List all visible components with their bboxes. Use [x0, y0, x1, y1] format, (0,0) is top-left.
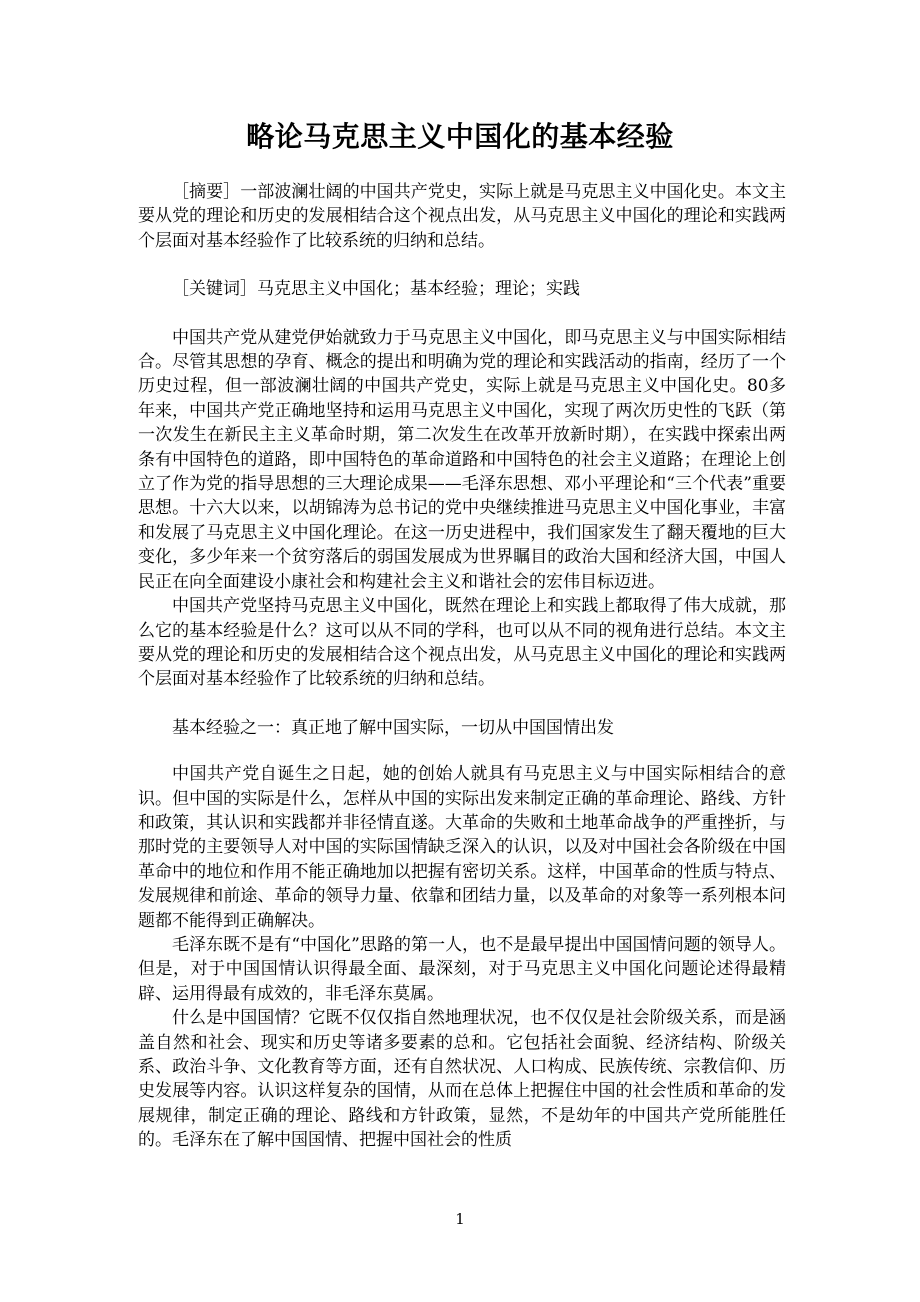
abstract-paragraph: ［摘要］一部波澜壮阔的中国共产党史，实际上就是马克思主义中国化史。本文主要从党的理论和历史的发展相结合这个视点出发，从马克思主义中国化的理论和实践两个层面对基本经验作了比较系统的归纳和总结。 [138, 182, 786, 251]
document-title: 略论马克思主义中国化的基本经验 [246, 120, 674, 153]
document-body [138, 180, 786, 1153]
body-paragraph: 毛泽东既不是有“中国化”思路的第一人，也不是最早提出中国国情问题的领导人。但是，对于中国国情认识得最全面、最深刻，对于马克思主义中国化问题论述得最精辟、运用得最有成效的，非毛泽东莫属。 [138, 934, 786, 1004]
section-heading: 基本经验之一：真正地了解中国实际，一切从中国国情出发 [172, 717, 614, 738]
keywords-paragraph: ［关键词］马克思主义中国化；基本经验；理论；实践 [172, 279, 580, 300]
body-paragraph: 中国共产党从建党伊始就致力于马克思主义中国化，即马克思主义与中国实际相结合。尽管其思想的孕育、概念的提出和明确为党的理论和实践活动的指南，经历了一个历史过程，但一部波澜壮阔的中国共产党史，实际上就是马克思主义中国化史。80多年来，中国共产党正确地坚持和运用马克思主义中国化，实现了两次历史性的飞跃（第一次发生在新民主主义革命时期，第二次发生在改革开放新时期），在实践中探索出两条有中国特色的道路，即中国特色的革命道路和中国特色的社会主义道路；在理论上创立了作为党的指导思想的三大理论成果——毛泽东思想、邓小平理论和“三个代表”重要思想。十六大以来，以胡锦涛为总书记的党中央继续推进马克思主义中国化事业，丰富和发展了马克思主义中国化理论。在这一历史进程中，我们国家发生了翻天覆地的巨大变化，多少年来一个贫穷落后的弱国发展成为世界瞩目的政治大国和经济大国，中国人民正在向全面建设小康社会和构建社会主义和谐社会的宏伟目标迈进。 [138, 327, 786, 592]
body-paragraph: 中国共产党自诞生之日起，她的创始人就具有马克思主义与中国实际相结合的意识。但中国的实际是什么，怎样从中国的实际出发来制定正确的革命理论、路线、方针和政策，其认识和实践都并非径情直遂。大革命的失败和土地革命战争的严重挫折，与那时党的主要领导人对中国的实际国情缺乏深入的认识，以及对中国社会各阶级在中国革命中的地位和作用不能正确地加以把握有密切关系。这样，中国革命的性质与特点、发展规律和前途、革命的领导力量、依靠和团结力量，以及革命的对象等一系列根本问题都不能得到正确解决。 [138, 764, 786, 931]
body-paragraph: 中国共产党坚持马克思主义中国化，既然在理论上和实践上都取得了伟大成就，那么它的基本经验是什么？这可以从不同的学科，也可以从不同的视角进行总结。本文主要从党的理论和历史的发展相结合这个视点出发，从马克思主义中国化的理论和实践两个层面对基本经验作了比较系统的归纳和总结。 [138, 596, 786, 690]
body-paragraph: 什么是中国国情？它既不仅仅指自然地理状况，也不仅仅是社会阶级关系，而是涵盖自然和社会、现实和历史等诸多要素的总和。它包括社会面貌、经济结构、阶级关系、政治斗争、文化教育等方面，还有自然状况、人口构成、民族传统、宗教信仰、历史发展等内容。认识这样复杂的国情，从而在总体上把握住中国的社会性质和革命的发展规律，制定正确的理论、路线和方针政策，显然，不是幼年的中国共产党所能胜任的。毛泽东在了解中国国情、把握中国社会的性质 [138, 1008, 786, 1151]
page-number: 1 [455, 1210, 465, 1228]
